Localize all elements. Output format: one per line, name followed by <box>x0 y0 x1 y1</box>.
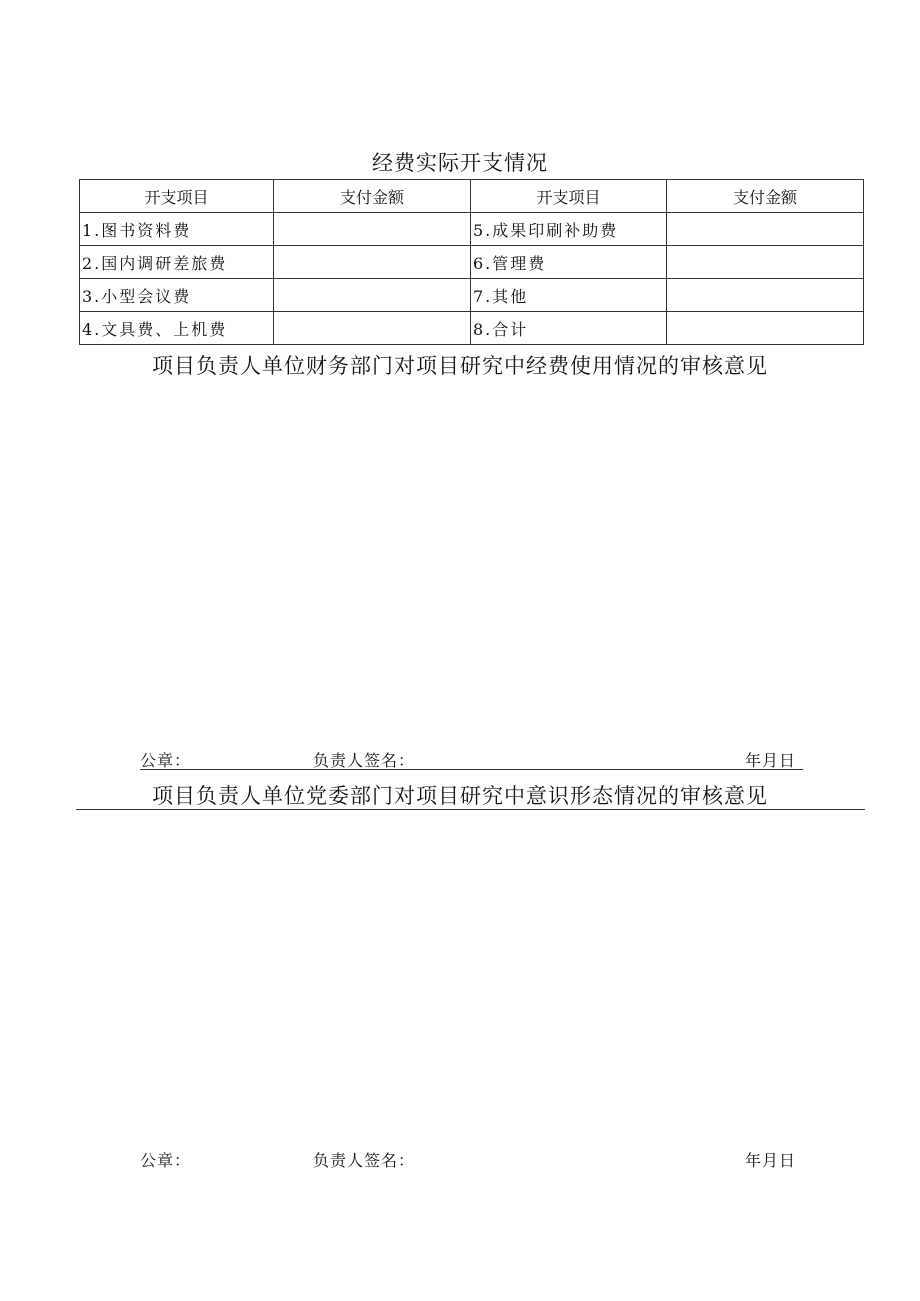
expense-item: 4.文具费、上机费 <box>80 312 274 345</box>
finance-date-label: 年月日 <box>745 751 797 770</box>
finance-signature-label: 负责人签名： <box>313 751 416 770</box>
party-signature-label: 负责人签名： <box>313 1151 416 1170</box>
expense-item: 3.小型会议费 <box>80 279 274 312</box>
finance-seal-label: 公章： <box>140 751 192 770</box>
amount-cell[interactable] <box>274 312 471 345</box>
amount-cell[interactable] <box>667 279 864 312</box>
expense-table <box>79 179 864 345</box>
header-amount-1: 支付金额 <box>274 180 471 213</box>
table-row <box>80 279 864 312</box>
table-row <box>80 213 864 246</box>
party-review-title: 项目负责人单位党委部门对项目研究中意识形态情况的审核意见 <box>152 784 768 808</box>
finance-review-title: 项目负责人单位财务部门对项目研究中经费使用情况的审核意见 <box>152 354 768 378</box>
header-item-2: 开支项目 <box>471 180 667 213</box>
table-row <box>80 312 864 345</box>
expense-item: 1.图书资料费 <box>80 213 274 246</box>
expense-item: 6.管理费 <box>471 246 667 279</box>
expense-item: 5.成果印刷补助费 <box>471 213 667 246</box>
amount-cell[interactable] <box>274 213 471 246</box>
amount-cell[interactable] <box>667 312 864 345</box>
expense-item: 2.国内调研差旅费 <box>80 246 274 279</box>
party-date-label: 年月日 <box>745 1151 797 1170</box>
table-header-row <box>80 180 864 213</box>
finance-signature-line <box>140 769 803 770</box>
table-row <box>80 246 864 279</box>
section-divider <box>76 809 865 810</box>
header-item-1: 开支项目 <box>80 180 274 213</box>
page-title: 经费实际开支情况 <box>372 151 548 175</box>
amount-cell[interactable] <box>274 279 471 312</box>
expense-item: 7.其他 <box>471 279 667 312</box>
party-seal-label: 公章： <box>140 1151 192 1170</box>
amount-cell[interactable] <box>667 213 864 246</box>
amount-cell[interactable] <box>667 246 864 279</box>
expense-item: 8.合计 <box>471 312 667 345</box>
header-amount-2: 支付金额 <box>667 180 864 213</box>
amount-cell[interactable] <box>274 246 471 279</box>
